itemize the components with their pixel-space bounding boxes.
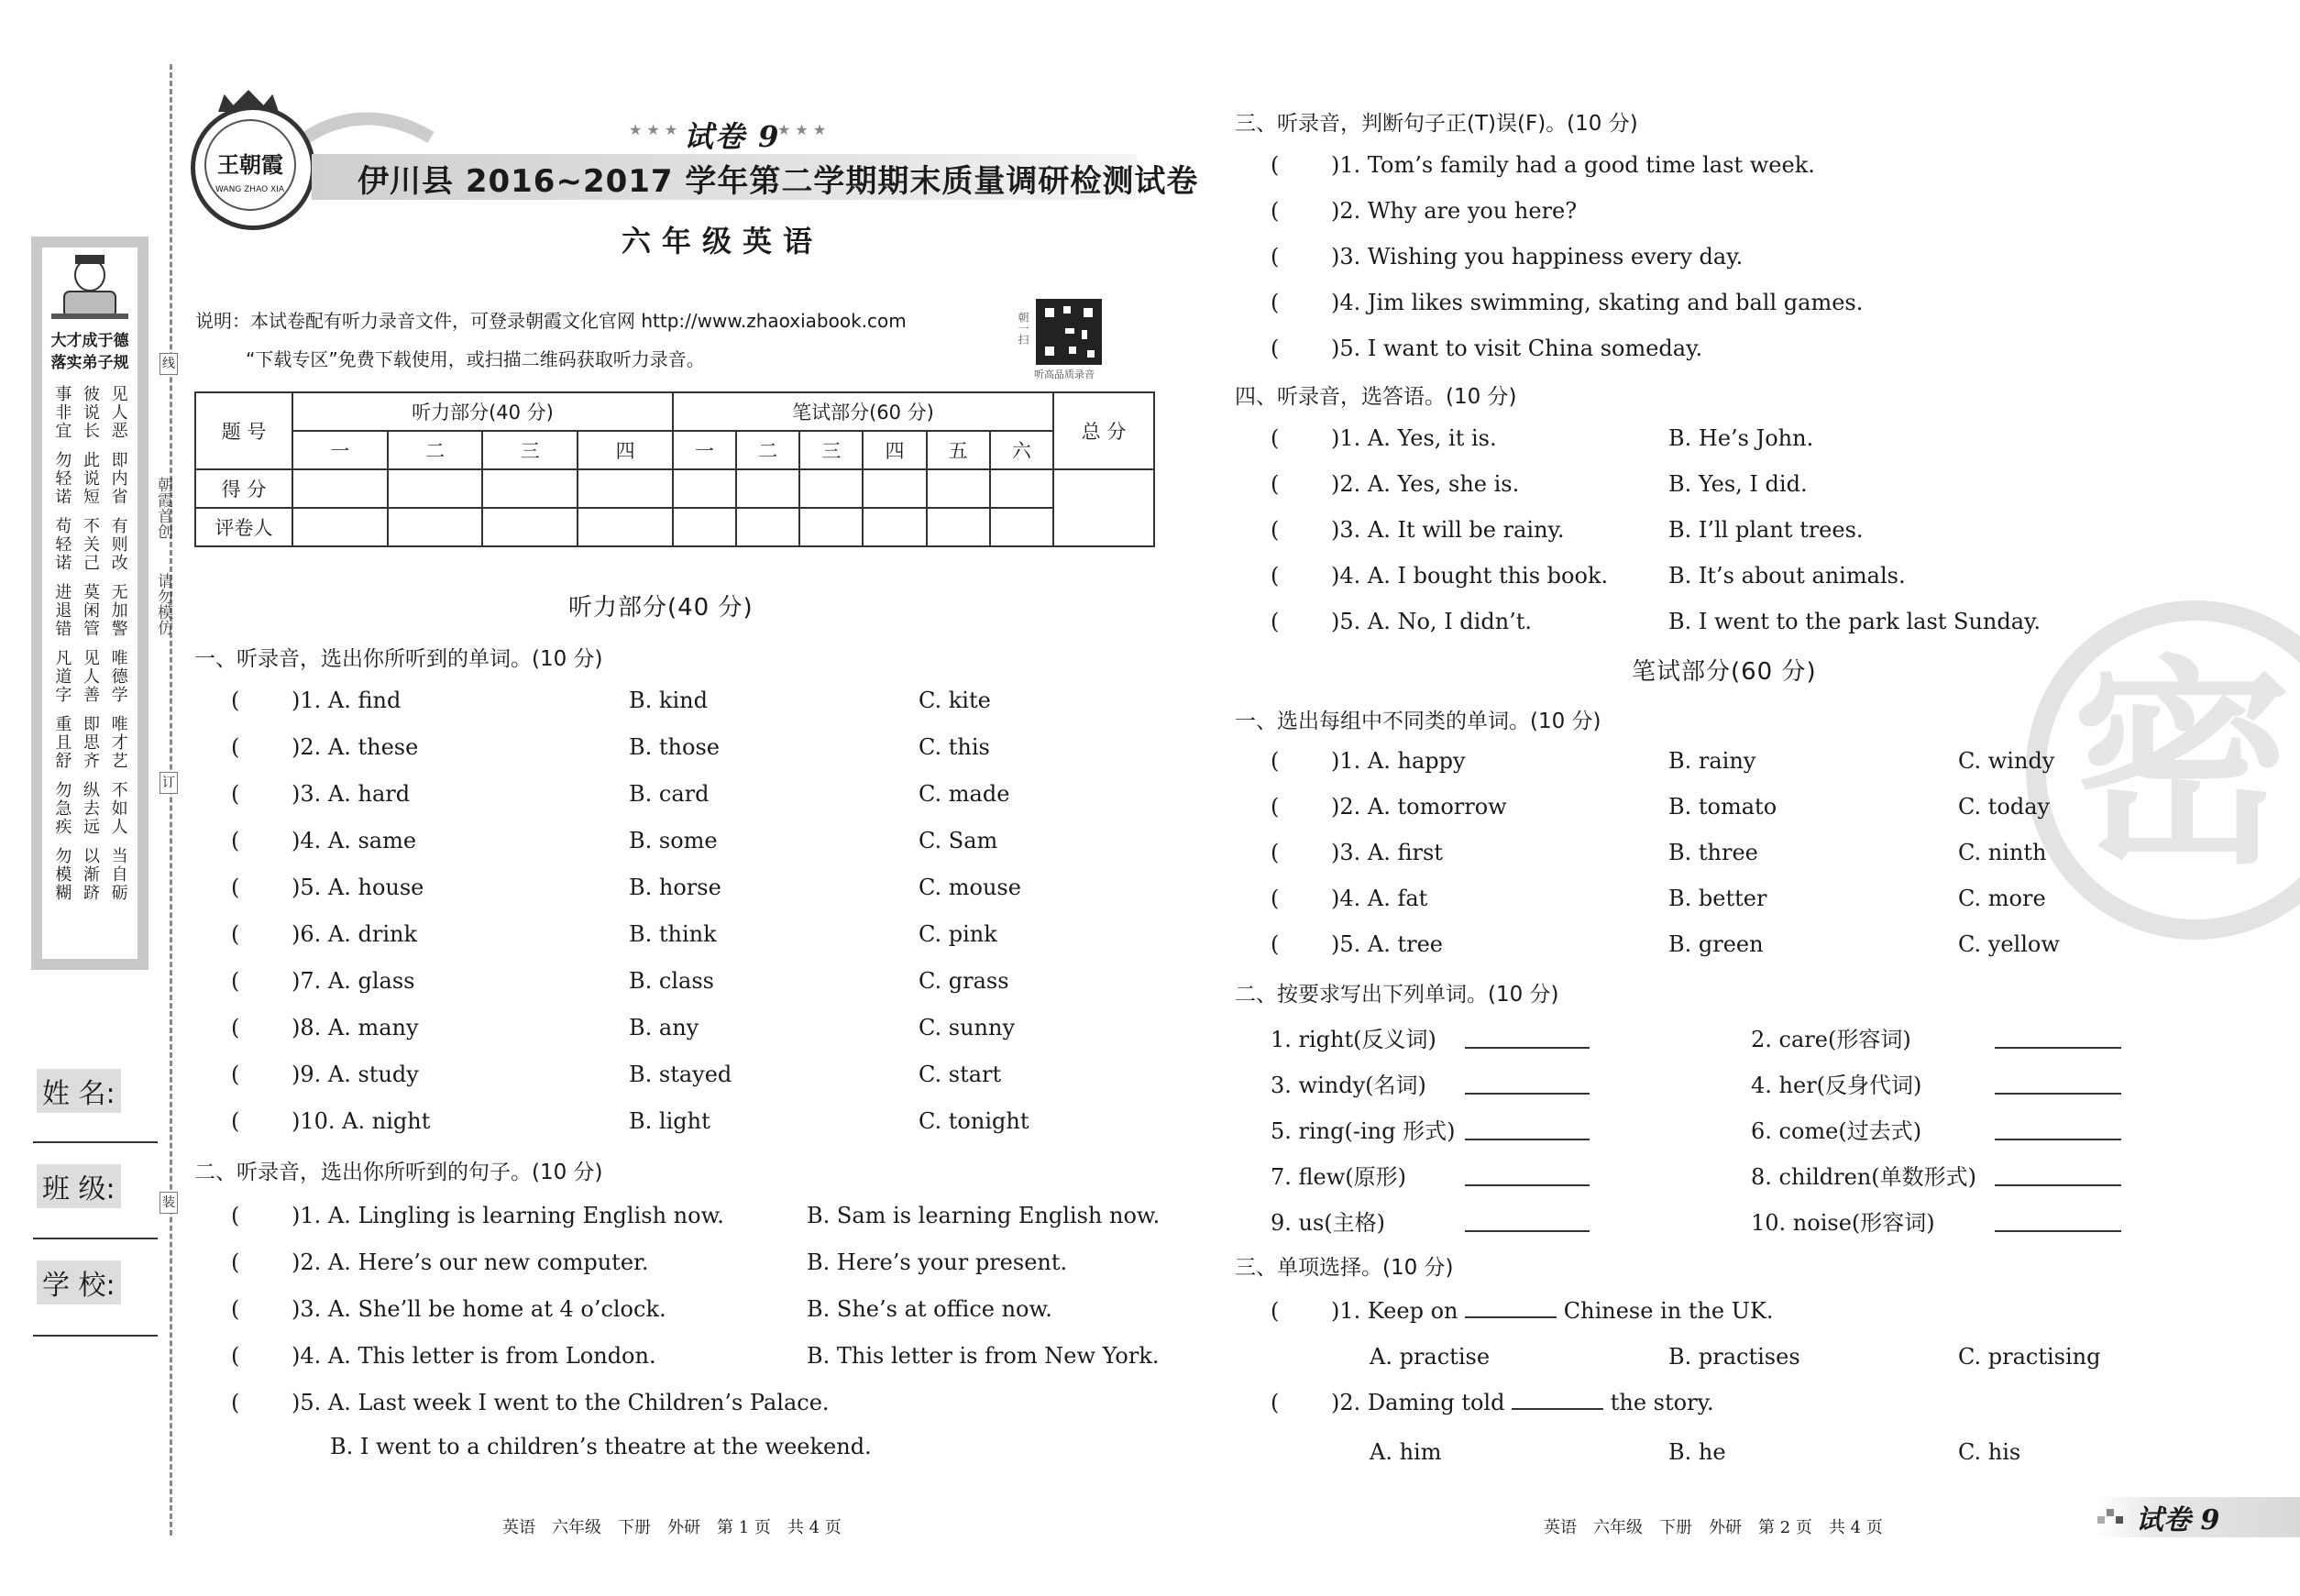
section-4-title: 四、听录音，选答语。(10 分): [1235, 385, 1517, 409]
s1-option-b: B. those: [629, 734, 720, 760]
answer-paren[interactable]: (: [231, 1390, 240, 1415]
motto-line: 莫闲管: [80, 583, 100, 638]
answer-paren[interactable]: (: [1271, 152, 1280, 178]
score-col: 二: [388, 431, 483, 469]
series-stars-right: ★ ★ ★: [777, 121, 827, 138]
answer-paren[interactable]: (: [1271, 794, 1280, 820]
section-3-title: 三、听录音，判断句子正(T)误(F)。(10 分): [1235, 112, 1638, 136]
s2-q5-option-b: B. I went to a children’s theatre at the weekend.: [330, 1434, 872, 1459]
motto-header-1: 大才成于德: [50, 332, 129, 350]
page-1-footer: 英语 六年级 下册 外研 第 1 页 共 4 页: [502, 1518, 842, 1537]
s3-statement: )5. I want to visit China someday.: [1331, 336, 1703, 361]
s1-option-b: B. horse: [629, 875, 721, 900]
writing-2-title: 二、按要求写出下列单词。(10 分): [1235, 983, 1559, 1007]
s3-statement: )1. Tom’s family had a good time last week.: [1331, 152, 1815, 178]
w3-q2-blank[interactable]: [1512, 1408, 1603, 1410]
w2-answer-line[interactable]: [1465, 1139, 1590, 1140]
s2-option-a: )2. A. Here’s our new computer.: [292, 1249, 649, 1275]
score-label-writing: 笔试部分(60 分): [673, 392, 1053, 431]
s1-question: )6. A. drink: [292, 921, 417, 947]
score-row-label: 得 分: [195, 469, 292, 508]
w2-prompt: 2. care(形容词): [1751, 1027, 1911, 1052]
s1-option-b: B. think: [629, 921, 717, 947]
w1-option-b: B. tomato: [1668, 794, 1777, 820]
score-col: 五: [927, 431, 990, 469]
motto-line: 重且舒: [52, 715, 72, 770]
score-col: 六: [990, 431, 1053, 469]
answer-paren[interactable]: (: [1271, 290, 1280, 315]
score-cell[interactable]: [388, 508, 483, 546]
s1-option-c: C. Sam: [919, 828, 998, 853]
score-cell[interactable]: [292, 469, 388, 508]
s1-option-b: B. any: [629, 1015, 699, 1040]
w3-q2-post: the story.: [1610, 1390, 1714, 1415]
answer-paren[interactable]: (: [231, 781, 240, 807]
s1-option-c: C. made: [919, 781, 1010, 807]
answer-paren[interactable]: (: [231, 1296, 240, 1322]
s2-option-a: )1. A. Lingling is learning English now.: [292, 1203, 724, 1228]
w3-q1-option: A. practise: [1370, 1344, 1491, 1370]
note-line-2: “下载专区”免费下载使用，或扫描二维码获取听力录音。: [246, 348, 705, 370]
binding-dashed-line: [170, 64, 172, 1535]
score-col: 四: [578, 431, 673, 469]
s4-option-b: B. Yes, I did.: [1668, 471, 1808, 497]
w1-option-a: )4. A. fat: [1331, 886, 1428, 911]
series-label: 试卷 9: [684, 119, 781, 154]
s3-statement: )2. Why are you here?: [1331, 198, 1578, 224]
section-2-title: 二、听录音，选出你所听到的句子。(10 分): [194, 1161, 603, 1184]
w1-option-c: C. windy: [1958, 748, 2055, 774]
motto-line: 即思齐: [80, 715, 100, 770]
motto-line: 凡道字: [52, 649, 72, 704]
score-cell[interactable]: [482, 469, 578, 508]
w2-answer-line[interactable]: [1465, 1184, 1590, 1186]
motto-line: 苟轻诺: [52, 517, 72, 572]
score-cell[interactable]: [863, 469, 926, 508]
score-col: 一: [292, 431, 388, 469]
answer-paren[interactable]: (: [231, 1015, 240, 1040]
s4-option-a: )1. A. Yes, it is.: [1331, 425, 1497, 451]
corner-squares-icon: [2097, 1505, 2125, 1527]
motto-header-2: 落实弟子规: [50, 354, 129, 372]
series-stars-left: ★ ★ ★: [629, 121, 678, 138]
answer-paren[interactable]: (: [231, 1203, 240, 1228]
answer-paren[interactable]: (: [231, 734, 240, 760]
answer-paren[interactable]: (: [1271, 244, 1280, 270]
motto-line: 以渐跻: [80, 847, 100, 902]
motto-line: 进退错: [52, 583, 72, 638]
w2-answer-line[interactable]: [1465, 1230, 1590, 1232]
answer-paren[interactable]: (: [231, 1343, 240, 1369]
w2-prompt: 1. right(反义词): [1271, 1027, 1436, 1052]
school-input-line[interactable]: [33, 1335, 158, 1337]
answer-paren[interactable]: (: [1271, 563, 1280, 589]
s2-option-b: B. This letter is from New York.: [807, 1343, 1160, 1369]
score-label-total: 总 分: [1053, 392, 1154, 469]
qr-code-icon[interactable]: [1036, 299, 1102, 365]
motto-line: 勿模糊: [52, 847, 72, 902]
w3-q1-paren[interactable]: (: [1271, 1298, 1280, 1324]
motto-line: 勿轻诺: [52, 451, 72, 506]
s4-option-a: )2. A. Yes, she is.: [1331, 471, 1520, 497]
answer-paren[interactable]: (: [1271, 336, 1280, 361]
answer-paren[interactable]: (: [231, 875, 240, 900]
score-cell[interactable]: [736, 469, 799, 508]
answer-paren[interactable]: (: [231, 828, 240, 853]
w2-prompt: 10. noise(形容词): [1751, 1210, 1935, 1236]
motto-line: 勿急疾: [52, 781, 72, 836]
w2-prompt: 3. windy(名词): [1271, 1073, 1426, 1098]
s2-option-b: B. She’s at office now.: [807, 1296, 1052, 1322]
qr-caption: 听高品质录音: [1034, 369, 1095, 380]
s2-option-a: )5. A. Last week I went to the Children’s Palace.: [292, 1390, 830, 1415]
w2-answer-line[interactable]: [1995, 1093, 2121, 1095]
exam-subtitle: 六年级英语: [622, 224, 824, 259]
answer-paren[interactable]: (: [231, 1062, 240, 1087]
exam-title: 伊川县 2016~2017 学年第二学期期末质量调研检测试卷: [358, 163, 1199, 200]
s2-option-b: B. Sam is learning English now.: [807, 1203, 1161, 1228]
answer-paren[interactable]: (: [1271, 471, 1280, 497]
publisher-logo: [191, 105, 315, 230]
score-cell[interactable]: [388, 469, 483, 508]
s1-question: )5. A. house: [292, 875, 424, 900]
motto-line: 见人善: [80, 649, 100, 704]
s2-option-a: )3. A. She’ll be home at 4 o’clock.: [292, 1296, 666, 1322]
motto-panel: [31, 237, 149, 970]
score-col: 二: [736, 431, 799, 469]
motto-line: 当自砺: [108, 847, 128, 902]
score-cell[interactable]: [990, 469, 1053, 508]
listening-title: 听力部分(40 分): [568, 594, 754, 622]
w1-option-a: )1. A. happy: [1331, 748, 1466, 774]
answer-paren[interactable]: (: [1271, 198, 1280, 224]
answer-paren[interactable]: (: [1271, 886, 1280, 911]
score-row-label: 评卷人: [195, 508, 292, 546]
answer-paren[interactable]: (: [1271, 517, 1280, 543]
w2-answer-line[interactable]: [1995, 1139, 2121, 1140]
motto-line: 即内省: [108, 451, 128, 506]
answer-paren[interactable]: (: [1271, 609, 1280, 634]
score-cell[interactable]: [799, 508, 863, 546]
s1-option-b: B. class: [629, 968, 714, 994]
answer-paren[interactable]: (: [1271, 748, 1280, 774]
s4-option-a: )3. A. It will be rainy.: [1331, 517, 1565, 543]
motto-line: 不关己: [80, 517, 100, 572]
w3-q2-paren[interactable]: (: [1271, 1390, 1280, 1415]
score-cell[interactable]: [578, 469, 673, 508]
w2-prompt: 8. children(单数形式): [1751, 1164, 1976, 1190]
score-cell[interactable]: [578, 508, 673, 546]
score-label-listening: 听力部分(40 分): [292, 392, 673, 431]
s4-option-b: B. I went to the park last Sunday.: [1668, 609, 2041, 634]
score-table: [194, 391, 1155, 547]
w3-q2-option: B. he: [1668, 1439, 1726, 1465]
s2-option-b: B. Here’s your present.: [807, 1249, 1068, 1275]
school-label: 学 校:: [37, 1260, 121, 1304]
writing-title: 笔试部分(60 分): [1632, 658, 1817, 686]
motto-line: 唯德学: [108, 649, 128, 704]
s1-option-c: C. mouse: [919, 875, 1021, 900]
binding-mark-top: 线: [160, 353, 178, 375]
answer-paren[interactable]: (: [231, 968, 240, 994]
s1-option-b: B. some: [629, 828, 718, 853]
s2-option-a: )4. A. This letter is from London.: [292, 1343, 656, 1369]
w1-option-c: C. yellow: [1958, 931, 2060, 957]
w1-option-b: B. better: [1668, 886, 1767, 911]
logo-text: 王朝霞: [204, 119, 296, 211]
score-cell[interactable]: [863, 508, 926, 546]
s4-option-a: )4. A. I bought this book.: [1331, 563, 1609, 589]
answer-paren[interactable]: (: [1271, 425, 1280, 451]
w1-option-b: B. three: [1668, 840, 1758, 865]
s1-option-b: B. card: [629, 781, 710, 807]
s4-option-b: B. It’s about animals.: [1668, 563, 1906, 589]
w1-option-b: B. green: [1668, 931, 1764, 957]
w2-prompt: 9. us(主格): [1271, 1210, 1386, 1236]
motto-line: 见人恶: [108, 385, 128, 440]
motto-line: 彼说长: [80, 385, 100, 440]
motto-line: 无加警: [108, 583, 128, 638]
note-line-1: 说明：本试卷配有听力录音文件，可登录朝霞文化官网 http://www.zhaoxiabook.com: [195, 310, 907, 332]
w3-q2-option: C. his: [1958, 1439, 2021, 1465]
w2-answer-line[interactable]: [1995, 1230, 2121, 1232]
s1-question: )2. A. these: [292, 734, 419, 760]
scholar-illustration-icon: [42, 248, 138, 326]
w3-q1-option: C. practising: [1958, 1344, 2101, 1370]
w3-q2-stem: [1331, 1390, 1714, 1415]
answer-paren[interactable]: (: [231, 1108, 240, 1134]
score-cell[interactable]: [292, 508, 388, 546]
w3-q2-option: A. him: [1370, 1439, 1442, 1465]
name-input-line[interactable]: [33, 1141, 158, 1143]
answer-paren[interactable]: (: [1271, 840, 1280, 865]
s1-option-c: C. this: [919, 734, 990, 760]
w3-q1-option: B. practises: [1668, 1344, 1800, 1370]
answer-paren[interactable]: (: [231, 1249, 240, 1275]
s1-question: )4. A. same: [292, 828, 417, 853]
section-1-title: 一、听录音，选出你所听到的单词。(10 分): [194, 647, 603, 671]
answer-paren[interactable]: (: [231, 921, 240, 947]
s1-question: )10. A. night: [292, 1108, 431, 1134]
motto-line: 纵去远: [80, 781, 100, 836]
w1-option-a: )2. A. tomorrow: [1331, 794, 1507, 820]
s1-option-b: B. stayed: [629, 1062, 732, 1087]
writing-1-title: 一、选出每组中不同类的单词。(10 分): [1235, 710, 1601, 733]
binding-mark-low: 装: [160, 1192, 178, 1214]
side-label-first: 朝霞首创: [154, 477, 172, 539]
s1-question: )1. A. find: [292, 688, 402, 713]
w1-option-c: C. today: [1958, 794, 2051, 820]
score-label-question: 题 号: [195, 392, 292, 469]
s1-option-c: C. sunny: [919, 1015, 1016, 1040]
binding-mark-mid: 订: [160, 772, 178, 794]
w1-option-a: )3. A. first: [1331, 840, 1443, 865]
w2-prompt: 6. come(过去式): [1751, 1118, 1922, 1144]
motto-line: 此说短: [80, 451, 100, 506]
s1-question: )9. A. study: [292, 1062, 419, 1087]
w1-option-c: C. ninth: [1958, 840, 2047, 865]
s1-option-c: C. tonight: [919, 1108, 1029, 1134]
score-cell[interactable]: [927, 508, 990, 546]
score-cell[interactable]: [799, 469, 863, 508]
s1-question: )7. A. glass: [292, 968, 415, 994]
w1-option-b: B. rainy: [1668, 748, 1756, 774]
score-col: 三: [482, 431, 578, 469]
score-cell[interactable]: [990, 508, 1053, 546]
w3-q1-blank[interactable]: [1465, 1316, 1557, 1318]
motto-line: 有则改: [108, 517, 128, 572]
w2-answer-line[interactable]: [1465, 1047, 1590, 1049]
name-label: 姓 名:: [37, 1069, 121, 1113]
motto-line: 事非宜: [52, 385, 72, 440]
w3-q2-pre: )2. Daming told: [1331, 1390, 1505, 1415]
w1-option-c: C. more: [1958, 886, 2046, 911]
stamp-character: 密: [2072, 637, 2293, 894]
class-label: 班 级:: [37, 1164, 121, 1208]
s1-option-c: C. start: [919, 1062, 1002, 1087]
w3-q1-pre: )1. Keep on: [1331, 1298, 1458, 1324]
s3-statement: )3. Wishing you happiness every day.: [1331, 244, 1744, 270]
s4-option-b: B. He’s John.: [1668, 425, 1814, 451]
motto-line: 唯才艺: [108, 715, 128, 770]
s3-statement: )4. Jim likes swimming, skating and ball games.: [1331, 290, 1864, 315]
class-input-line[interactable]: [33, 1238, 158, 1239]
w2-prompt: 7. flew(原形): [1271, 1164, 1407, 1190]
s1-question: )8. A. many: [292, 1015, 419, 1040]
w3-q1-stem: [1331, 1298, 1774, 1324]
page-tab-label: 试卷 9: [2136, 1504, 2220, 1536]
answer-paren[interactable]: (: [1271, 931, 1280, 957]
page-2-footer: 英语 六年级 下册 外研 第 2 页 共 4 页: [1544, 1518, 1883, 1537]
w1-option-a: )5. A. tree: [1331, 931, 1444, 957]
w2-prompt: 5. ring(-ing 形式): [1271, 1118, 1456, 1144]
score-cell[interactable]: [927, 469, 990, 508]
w2-prompt: 4. her(反身代词): [1751, 1073, 1922, 1098]
w2-answer-line[interactable]: [1465, 1093, 1590, 1095]
score-cell[interactable]: [673, 469, 736, 508]
score-col: 三: [799, 431, 863, 469]
s1-option-c: C. kite: [919, 688, 991, 713]
score-cell[interactable]: [482, 508, 578, 546]
s1-option-c: C. pink: [919, 921, 997, 947]
s4-option-a: )5. A. No, I didn’t.: [1331, 609, 1533, 634]
writing-3-title: 三、单项选择。(10 分): [1235, 1256, 1454, 1280]
score-cell[interactable]: [736, 508, 799, 546]
score-cell[interactable]: [673, 508, 736, 546]
w2-answer-line[interactable]: [1995, 1047, 2121, 1049]
side-label-no-copy: 请勿模仿: [154, 573, 172, 635]
motto-line: 不如人: [108, 781, 128, 836]
score-col: 一: [673, 431, 736, 469]
answer-paren[interactable]: (: [231, 688, 240, 713]
score-total-cell[interactable]: [1053, 469, 1154, 546]
s1-question: )3. A. hard: [292, 781, 411, 807]
s1-option-c: C. grass: [919, 968, 1009, 994]
s4-option-b: B. I’ll plant trees.: [1668, 517, 1864, 543]
w2-answer-line[interactable]: [1995, 1184, 2121, 1186]
s1-option-b: B. light: [629, 1108, 710, 1134]
logo-subtext: WANG ZHAO XIA: [215, 185, 284, 194]
s1-option-b: B. kind: [629, 688, 708, 713]
qr-side-text: 朝一扫: [1017, 312, 1029, 345]
score-col: 四: [863, 431, 926, 469]
w3-q1-post: Chinese in the UK.: [1563, 1298, 1774, 1324]
